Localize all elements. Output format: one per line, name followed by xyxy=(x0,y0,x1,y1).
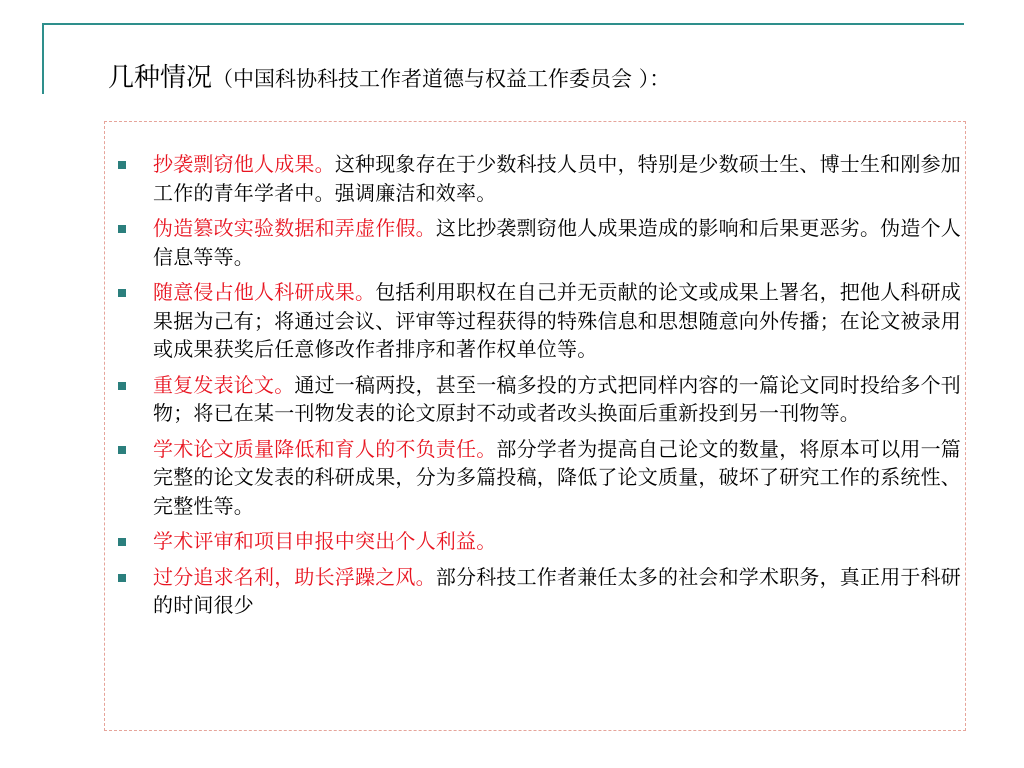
square-bullet-icon xyxy=(118,161,126,169)
square-bullet-icon xyxy=(118,446,126,454)
bullet-item xyxy=(108,150,968,207)
bullet-body-text: 包括利用职权在自己并无贡献的论文或成果上署名，把他人科研成果据为己有；将通过会议、评审等过程获得的特殊信息和思想随意向外传播；在论文被录用或成果获奖后任意修改作者排序和著作权单位等。 xyxy=(153,280,962,361)
bullet-list xyxy=(108,150,968,627)
square-bullet-icon xyxy=(118,289,126,297)
bullet-item xyxy=(108,527,968,556)
title-main: 几种情况 xyxy=(108,63,213,93)
bullet-item xyxy=(108,435,968,521)
bullet-body-text: 这种现象存在于少数科技人员中，特别是少数硕士生、博士生和刚参加工作的青年学者中。强调廉洁和效率。 xyxy=(153,152,962,205)
bullet-lead-text: 学术评审和项目申报中突出个人利益。 xyxy=(153,529,497,553)
slide-title xyxy=(108,58,988,98)
bullet-body-text: 部分学者为提高自己论文的数量，将原本可以用一篇完整的论文发表的科研成果，分为多篇投稿，降低了论文质量，破坏了研究工作的系统性、完整性等。 xyxy=(153,436,962,518)
bullet-lead-text: 学术论文质量降低和育人的不负责任。 xyxy=(153,436,497,461)
bullet-body-text: 这比抄袭剽窃他人成果造成的影响和后果更恶劣。伪造个人信息等等。 xyxy=(153,216,962,269)
bullet-lead-text: 抄袭剽窃他人成果。 xyxy=(153,152,335,176)
bullet-body-text: 部分科技工作者兼任太多的社会和学术职务，真正用于科研的时间很少 xyxy=(153,564,962,617)
square-bullet-icon xyxy=(118,574,126,582)
bullet-item xyxy=(108,371,968,428)
bullet-item xyxy=(108,278,968,364)
accent-horizontal-line xyxy=(42,23,964,25)
square-bullet-icon xyxy=(118,225,126,233)
bullet-item xyxy=(108,563,968,620)
bullet-lead-text: 伪造篡改实验数据和弄虚作假。 xyxy=(153,216,436,240)
bullet-item xyxy=(108,214,968,271)
bullet-lead-text: 过分追求名利，助长浮躁之风。 xyxy=(153,564,436,589)
title-subtitle: （中国科协科技工作者道德与权益工作委员会 ）： xyxy=(212,67,671,91)
accent-vertical-line xyxy=(42,23,44,94)
square-bullet-icon xyxy=(118,538,126,546)
bullet-lead-text: 重复发表论文。 xyxy=(153,372,295,397)
bullet-lead-text: 随意侵占他人科研成果。 xyxy=(153,280,376,304)
square-bullet-icon xyxy=(118,382,126,390)
bullet-body-text: 通过一稿两投，甚至一稿多投的方式把同样内容的一篇论文同时投给多个刊物；将已在某一刊物发表的论文原封不动或者改头换面后重新投到另一刊物等。 xyxy=(153,372,962,425)
